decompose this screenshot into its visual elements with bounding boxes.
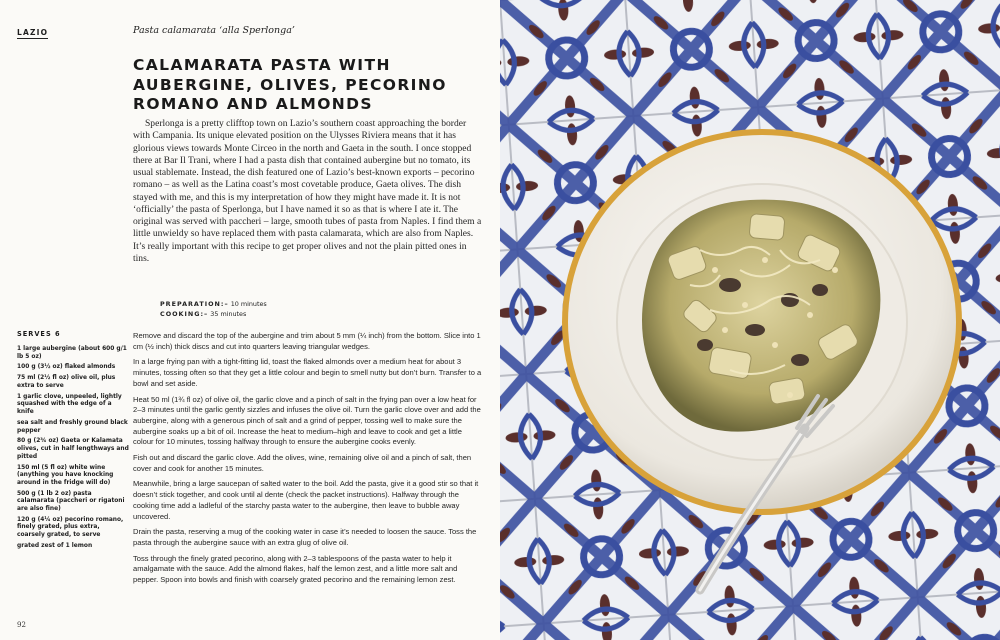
ingredient-item: 1 garlic clove, unpeeled, lightly squashed with the edge of a knife — [17, 393, 122, 416]
ingredient-item: sea salt and freshly ground black pepper — [17, 419, 128, 434]
method-step: Heat 50 ml (1¾ fl oz) of olive oil, the garlic clove and a pinch of salt in the frying pan over a low heat for 2–3 minutes until the garlic gently sizzles and infuses the olive oil. Turn the garlic clove over and add the aubergine, along with a generous pinch of salt and a grind of pepper, tossing well to make sure the aubergine soaks up a bit of oil. Increase the heat to medium–high and leave to cook and get a little colour for 10 minutes, tossing halfway through to ensure the aubergine cooks evenly. — [133, 394, 481, 447]
cooking-time — [160, 309, 267, 319]
dish-photo — [500, 0, 1000, 640]
ingredient-list — [17, 346, 129, 554]
preparation-time — [160, 299, 267, 309]
method-steps — [133, 331, 483, 591]
running-head: Pasta calamarata ‘alla Sperlonga’ — [133, 25, 295, 36]
page-number: 92 — [17, 621, 26, 629]
ingredient-item: grated zest of 1 lemon — [17, 542, 93, 549]
method-step: Drain the pasta, reserving a mug of the cooking water in case it’s needed to loosen the sauce. Toss the pasta through the aubergine sauce with an extra glug of olive oil. — [133, 527, 477, 547]
ingredient-item: 120 g (4¼ oz) pecorino romano, finely grated, plus extra, coarsely grated, to serve — [17, 516, 124, 538]
preparation-label: PREPARATION:– — [160, 300, 229, 308]
method-step: Meanwhile, bring a large saucepan of salted water to the boil. Add the pasta, give it a good stir so that it doesn’t stick together, and cook until al dente (check the packet instructions). Halfway through the cooking time add a ladleful of the starchy pasta water to the aubergine, then leave to bubble away uncovered. — [133, 479, 479, 521]
ingredient-item: 500 g (1 lb 2 oz) pasta calamarata (paccheri or rigatoni are also fine) — [17, 490, 125, 512]
cooking-value: 35 minutes — [210, 310, 247, 318]
cooking-label: COOKING:– — [160, 310, 209, 318]
ingredient-item: 75 ml (2½ fl oz) olive oil, plus extra to serve — [17, 375, 116, 389]
ingredient-item: 150 ml (5 fl oz) white wine (anything you have knocking around in the fridge will do) — [17, 464, 114, 486]
ingredient-item: 1 large aubergine (about 600 g/1 lb 5 oz) — [17, 346, 127, 360]
recipe-timings — [160, 299, 267, 319]
dish-photo-illustration — [500, 0, 1000, 640]
method-step: Remove and discard the top of the aubergine and trim about 5 mm (¼ inch) from the bottom. Slice into 1 cm (½ inch) thick discs and cut into quarters leaving triangular wedges. — [133, 331, 481, 351]
region-tag: LAZIO — [17, 28, 49, 37]
recipe-title: CALAMARATA PASTA WITH AUBERGINE, OLIVES, PECORINO ROMANO AND ALMONDS — [133, 56, 447, 113]
ingredient-item: 80 g (2¾ oz) Gaeta or Kalamata olives, cut in half lengthways and pitted — [17, 438, 129, 460]
preparation-value: 10 minutes — [230, 300, 267, 308]
serves-label: SERVES 6 — [17, 330, 61, 338]
method-step: Toss through the finely grated pecorino, along with 2–3 tablespoons of the pasta water to help it amalgamate with the sauce. Add the almond flakes, half the lemon zest, and a little more salt and pepper. Spoon into bowls and finish with coarsely grated pecorino and the remaining lemon zest. — [133, 553, 458, 585]
method-step: Fish out and discard the garlic clove. Add the olives, wine, remaining olive oil and a pinch of salt, then cover and cook for another 15 minutes. — [133, 453, 472, 473]
recipe-intro: Sperlonga is a pretty clifftop town on Lazio’s southern coast approaching the border with Campania. Its unique elevated position on the Ulysses Riviera means that it has glorious views towards Monte Circeo in the north and Gaeta in the south. I once stopped there at Bar Il Trani, where I had a pasta dish that contained aubergine but no tomato, its usual stablemate. Instead, the dish featured one of Lazio’s best-known exports – pecorino romano – as well as the Latina coast’s most covetable produce, Gaeta olives. The dish stayed with me, and this is my interpretation of how they might have made it. It is not ‘officially’ the pasta of Sperlonga, but I have named it so as that is where I ate it. The original was served with paccheri – large, smooth tubes of pasta from Naples. I find them a little unwieldy so have replaced them with pasta calamarata, which are also from Naples. It’s really important with this recipe to get proper olives and not the plain pitted ones in tins. — [133, 118, 482, 264]
method-step: In a large frying pan with a tight-fitting lid, toast the flaked almonds over a medium heat for about 3 minutes, tossing often so that they get a little colour and begin to smell nutty but don’t burn. Transfer to a bowl and set aside. — [133, 357, 482, 388]
ingredient-item: 100 g (3½ oz) flaked almonds — [17, 364, 116, 371]
